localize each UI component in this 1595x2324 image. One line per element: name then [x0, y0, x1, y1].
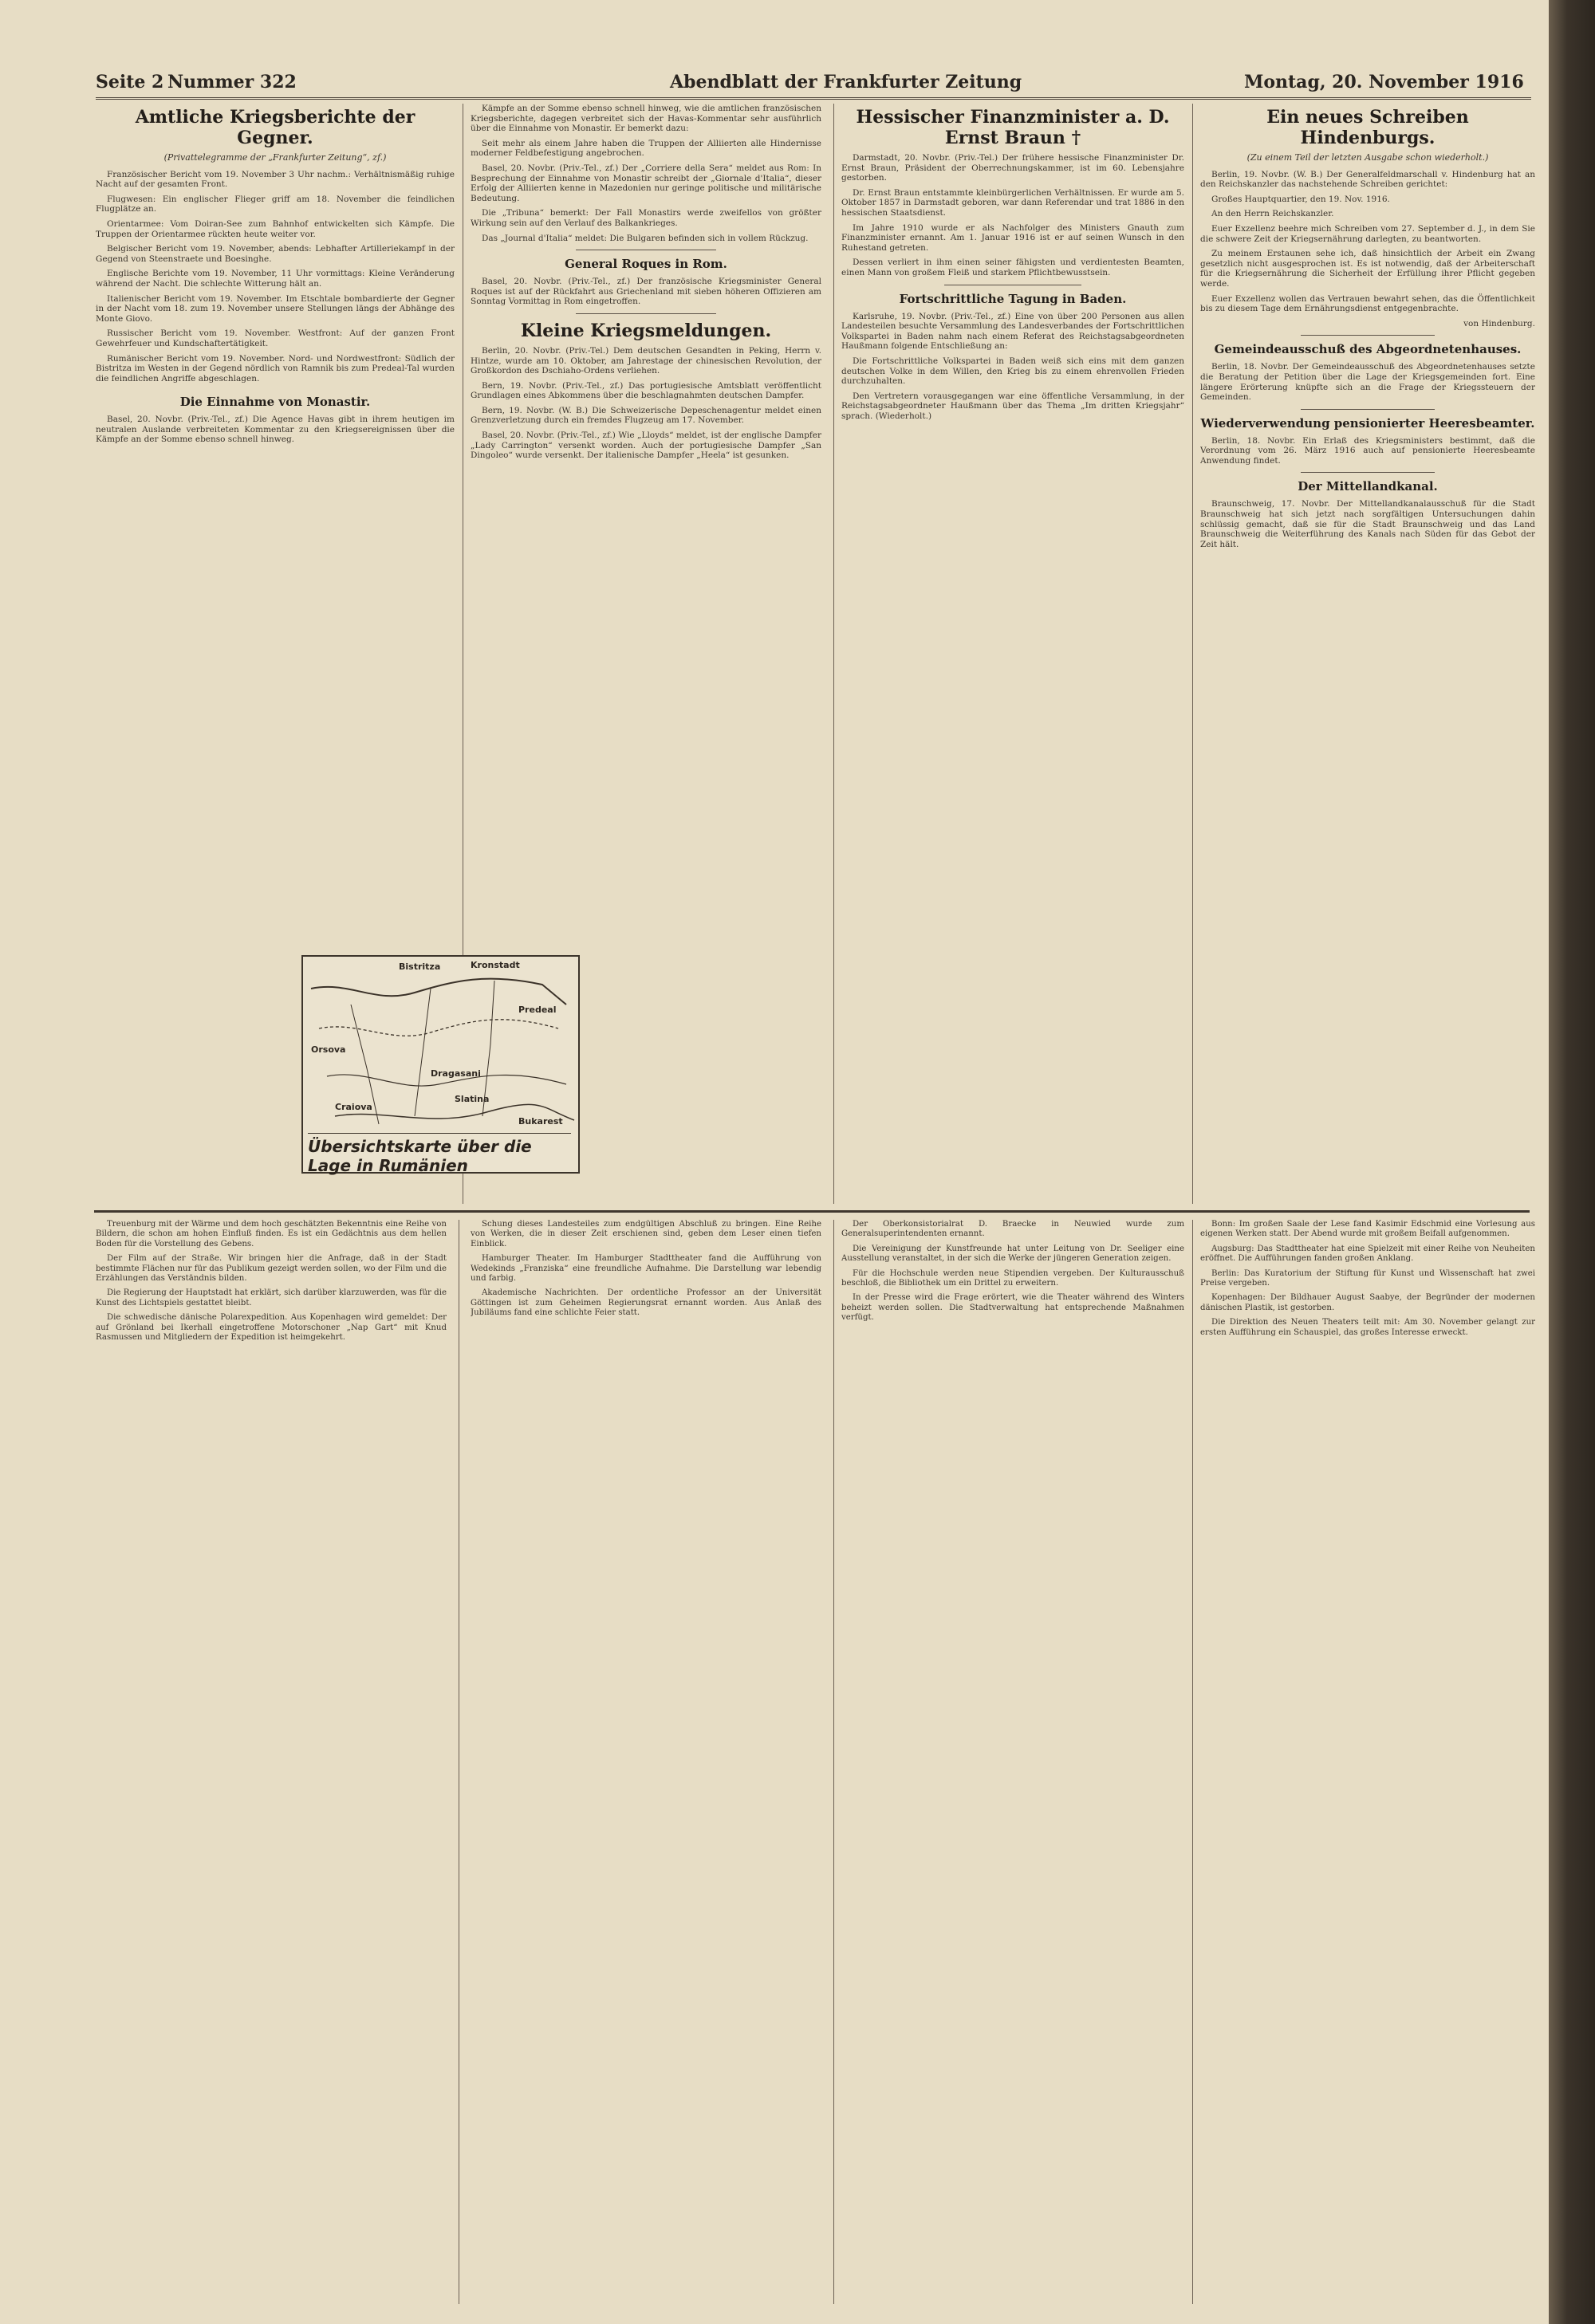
feuilleton-paragraph: Kopenhagen: Der Bildhauer August Saabye, der Begründer der modernen dänischen Plastik, ist gestorben. [1200, 1293, 1535, 1312]
feuilleton-column-3 [841, 1220, 1184, 2304]
headline-gemeindeausschuss: Gemeindeausschuß des Abgeordnetenhauses. [1214, 342, 1522, 357]
section-divider [1301, 472, 1435, 473]
article-paragraph: Französischer Bericht vom 19. November 3 Uhr nachm.: Verhältnismäßig ruhige Nacht auf der gesamten Front. [96, 169, 455, 190]
article-paragraph: Den Vertretern vorausgegangen war eine öffentliche Versammlung, in der Reichstagsabgeordneter Haußmann über das Thema „Im dritten Kriegsjahr“ sprach. (Wiederholt.) [841, 391, 1184, 421]
book-binding [1549, 0, 1595, 2324]
article-paragraph: Orientarmee: Vom Doiran-See zum Bahnhof entwickelten sich Kämpfe. Die Truppen der Orientarmee rückten heute weiter vor. [96, 218, 455, 239]
section-divider [1301, 335, 1435, 336]
article-paragraph: Englische Berichte vom 19. November, 11 Uhr vormittags: Kleine Veränderung während der Nacht. Die schlechte Witterung hält an. [96, 269, 455, 289]
feuilleton-paragraph: Die Vereinigung der Kunstfreunde hat unter Leitung von Dr. Seeliger eine Ausstellung veranstaltet, in der sich die Werke der jüngeren Generation zeigen. [841, 1244, 1184, 1264]
column-2 [471, 104, 821, 941]
column-rule [1192, 1220, 1193, 2304]
feuilleton-column-1 [96, 1220, 447, 2304]
feuilleton-column-4 [1200, 1220, 1535, 2304]
article-paragraph: Belgischer Bericht vom 19. November, abends: Lebhafter Artilleriekampf in der Gegend von Steenstraete und Boesinghe. [96, 244, 455, 264]
article-paragraph: Flugwesen: Ein englischer Flieger griff am 18. November die feindlichen Flugplätze an. [96, 194, 455, 214]
feuilleton-paragraph: In der Presse wird die Frage erörtert, wie die Theater während des Winters beheizt werden sollen. Die Stadtverwaltung hat entsprechende Maßnahmen verfügt. [841, 1293, 1184, 1323]
masthead [96, 69, 1531, 100]
map-place: Predeal [518, 1005, 557, 1015]
article-paragraph: Bern, 19. Novbr. (W. B.) Die Schweizerische Depeschenagentur meldet einen Grenzverletzung durch ein fremdes Flugzeug am 17. November. [471, 405, 821, 426]
section-divider [1301, 409, 1435, 410]
article-paragraph: Seit mehr als einem Jahre haben die Truppen der Alliierten alle Hindernisse moderner Feldbefestigung angebrochen. [471, 138, 821, 159]
article-paragraph: Bern, 19. Novbr. (Priv.-Tel., zf.) Das portugiesische Amtsblatt veröffentlicht Grundlagen eines Abkommens über die beschlagnahmten deutschen Dampfer. [471, 380, 821, 401]
headline-baden: Fortschrittliche Tagung in Baden. [899, 291, 1127, 306]
paper-title: Abendblatt der Frankfurter Zeitung [670, 72, 1022, 92]
article-paragraph: Basel, 20. Novbr. (Priv.-Tel., zf.) Die Agence Havas gibt in ihrem heutigen im neutralen Auslande verbreiteten Kommentar zu den Kriegsereignissen über die Kämpfe an der Somme ebenso schnell hinweg. [96, 415, 455, 445]
article-paragraph: Die „Tribuna“ bemerkt: Der Fall Monastirs werde zweifellos von größter Wirkung sein auf den Verlauf des Balkankrieges. [471, 208, 821, 228]
article-paragraph: Großes Hauptquartier, den 19. Nov. 1916. [1211, 194, 1390, 204]
feuilleton-paragraph: Die Direktion des Neuen Theaters teilt mit: Am 30. November gelangt zur ersten Aufführung ein Schauspiel, das großes Interesse erweckt. [1200, 1318, 1535, 1337]
map-place: Slatina [455, 1094, 490, 1104]
column-4 [1200, 104, 1535, 1204]
feuilleton-column-2 [471, 1220, 821, 2304]
feuilleton-paragraph: Berlin: Das Kuratorium der Stiftung für Kunst und Wissenschaft hat zwei Preise vergeben. [1200, 1268, 1535, 1288]
feuilleton-paragraph: Bonn: Im großen Saale der Lese fand Kasimir Edschmid eine Vorlesung aus eigenen Werken statt. Der Abend wurde mit großem Beifall aufgenommen. [1200, 1220, 1535, 1239]
map-place: Orsova [311, 1044, 346, 1055]
article-paragraph: Euer Exzellenz beehre mich Schreiben vom 27. September d. J., in dem Sie die schwere Zeit der Kriegsernährung darlegten, zu beantworten. [1200, 223, 1535, 244]
column-rule [833, 104, 834, 1204]
map-place: Craiova [335, 1102, 372, 1112]
romania-map [301, 955, 580, 1174]
article-paragraph: Berlin, 18. Novbr. Der Gemeindeausschuß des Abgeordnetenhauses setzte die Beratung der Petition über die Lage der Kriegsgemeinden fort. Eine längere Erörterung knüpfte sich an die Frage der Kriegssteuern der Gemeinden. [1200, 362, 1535, 403]
feuilleton-paragraph: Akademische Nachrichten. Der ordentliche Professor an der Universität Göttingen ist zum Geheimen Regierungsrat ernannt worden. Aus Anlaß des Jubiläums fand eine schlichte Feier statt. [471, 1288, 821, 1318]
article-paragraph: Die Fortschrittliche Volkspartei in Baden weiß sich eins mit dem ganzen deutschen Volke in dem Willen, den Krieg bis zu einem ehrenvollen Frieden durchzuhalten. [841, 356, 1184, 387]
article-paragraph: Basel, 20. Novbr. (Priv.-Tel., zf.) Der „Corriere della Sera“ meldet aus Rom: In Besprechung der Einnahme von Monastir schreibt der „Giornale d'Italia“, dieser Erfolg der Alliierten kenne in Mazedonien nur geringe politische und militärische Bedeutung. [471, 163, 821, 203]
article-paragraph: Berlin, 20. Novbr. (Priv.-Tel.) Dem deutschen Gesandten in Peking, Herrn v. Hintze, wurde am 10. Oktober, am Jahrestage der chinesischen Revolution, der Großkordon des Dschiaho-Ordens verliehen. [471, 345, 821, 376]
headline-monastir: Die Einnahme von Monastir. [179, 395, 371, 410]
feuilleton-paragraph: Für die Hochschule werden neue Stipendien vergeben. Der Kulturausschuß beschloß, die Bibliothek um ein Drittel zu erweitern. [841, 1268, 1184, 1288]
article-paragraph: Euer Exzellenz wollen das Vertrauen bewahrt sehen, das die Öffentlichkeit bis zu diesem Tage dem Ernährungsdienst entgegenbrachte. [1200, 293, 1535, 314]
article-paragraph: Das „Journal d'Italia“ meldet: Die Bulgaren befinden sich in vollem Rückzug. [482, 233, 809, 243]
article-paragraph: Basel, 20. Novbr. (Priv.-Tel., zf.) Wie „Lloyds“ meldet, ist der englische Dampfer „Lady Carrington“ versenkt worden. Auch der portugiesische Dampfer „San Dingoleo“ wurde versenkt. Der italienische Dampfer „Heela“ ist gesunken. [471, 431, 821, 461]
feuilleton-paragraph: Die Regierung der Hauptstadt hat erklärt, sich darüber klarzuwerden, was für die Kunst des Lichtspiels gestattet bleibt. [96, 1288, 447, 1307]
article-paragraph: Kämpfe an der Somme ebenso schnell hinweg, wie die amtlichen französischen Kriegsberichte, dagegen verbreitet sich der Havas-Kommentar sehr ausführlich über die Einnahme von Monastir. Er bemerkt dazu: [471, 104, 821, 134]
feuilleton-paragraph: Der Film auf der Straße. Wir bringen hier die Anfrage, daß in der Stadt bestimmte Flächen nur für das Publikum gezeigt werden sollen, wo der Film und die Erzählungen das Verständnis bilden. [96, 1254, 447, 1284]
feuilleton-paragraph: Der Oberkonsistorialrat D. Braecke in Neuwied wurde zum Generalsuperintendenten ernannt. [841, 1220, 1184, 1239]
feuilleton-paragraph: Die schwedische dänische Polarexpedition. Aus Kopenhagen wird gemeldet: Der auf Grönland bei Ikerhall eingetroffene Motorschoner „Nap Gart“ mit Knud Rasmussen und Mitgliedern der Expedition ist heimgekehrt. [96, 1313, 447, 1343]
article-paragraph: Dr. Ernst Braun entstammte kleinbürgerlichen Verhältnissen. Er wurde am 5. Oktober 1857 in Darmstadt geboren, war dann Referendar und trat 1886 in den hessischen Staatsdienst. [841, 187, 1184, 218]
section-divider [576, 313, 716, 314]
article-paragraph: Darmstadt, 20. Novbr. (Priv.-Tel.) Der frühere hessische Finanzminister Dr. Ernst Braun, Präsident der Oberrechnungskammer, ist im 60. Lebensjahre gestorben. [841, 153, 1184, 183]
headline-kriegsberichte: Amtliche Kriegsberichte der Gegner. [135, 107, 415, 148]
article-paragraph: Braunschweig, 17. Novbr. Der Mittellandkanalausschuß für die Stadt Braunschweig hat sich jetzt nach sorgfältigen Untersuchungen dahin schlüssig gemacht, daß sie für die Stadt Braunschweig und das Land Braunschweig die Weiterführung des Kanals nach Süden für das Gebot der Zeit hält. [1200, 499, 1535, 549]
headline-heeresbeamter: Wiederverwendung pensionierter Heeresbeamter. [1200, 415, 1535, 431]
column-rule [1192, 104, 1193, 1204]
headline-hindenburg: Ein neues Schreiben Hindenburgs. [1266, 107, 1469, 148]
article-paragraph: Im Jahre 1910 wurde er als Nachfolger des Ministers Gnauth zum Finanzminister ernannt. Am 1. Januar 1916 ist er auf seinen Wunsch in den Ruhestand getreten. [841, 222, 1184, 253]
issue-number: Nummer 322 [167, 72, 297, 92]
feuilleton-rule [94, 1210, 1530, 1213]
article-paragraph: Berlin, 18. Novbr. Ein Erlaß des Kriegsministers bestimmt, daß die Verordnung vom 26. März 1916 auch auf pensionierte Heeresbeamte Anwendung findet. [1200, 435, 1535, 466]
article-paragraph: Basel, 20. Novbr. (Priv.-Tel., zf.) Der französische Kriegsminister General Roques ist auf der Rückfahrt aus Griechenland mit sieben höheren Offizieren am Sonntag Vormittag in Rom eingetroffen. [471, 277, 821, 307]
article-paragraph: Zu meinem Erstaunen sehe ich, daß hinsichtlich der Arbeit ein Zwang gesetzlich nicht ausgesprochen ist. Es ist notwendig, daß der Arbeiterschaft für die Kriegsernährung die Sicherheit der Erfüllung ihrer Pflicht gegeben werde. [1200, 249, 1535, 289]
feuilleton-paragraph: Augsburg: Das Stadttheater hat eine Spielzeit mit einer Reihe von Neuheiten eröffnet. Die Aufführungen fanden großen Anklang. [1200, 1244, 1535, 1264]
article-paragraph: Dessen verliert in ihm einen seiner fähigsten und verdientesten Beamten, einen Mann von großem Fleiß und starkem Pflichtbewusstsein. [841, 258, 1184, 277]
subheadline: (Privattelegramme der „Frankfurter Zeitung“, zf.) [163, 152, 387, 163]
page-number: Seite 2 [96, 72, 164, 92]
signature: von Hindenburg. [1463, 318, 1535, 328]
article-paragraph: Italienischer Bericht vom 19. November. Im Etschtale bombardierte der Gegner in der Nacht vom 18. zum 19. November unsere Stellungen längs der Abhänge des Monte Giovo. [96, 293, 455, 324]
feuilleton-paragraph: Treuenburg mit der Wärme und dem hoch geschätzten Bekenntnis eine Reihe von Bildern, die schon am hohen Einfluß finden. Es ist ein Gedächtnis aus dem hellen Boden für die Vorstellung des Gebens. [96, 1220, 447, 1249]
article-paragraph: Karlsruhe, 19. Novbr. (Priv.-Tel., zf.) Eine von über 200 Personen aus allen Landesteilen besuchte Versammlung des Landesverbandes der Fortschrittlichen Volkspartei in Baden nahm nach einem Referat des Reichstagsabgeordneten Haußmann folgende Entschließung an: [841, 311, 1184, 352]
map-place: Dragasani [431, 1068, 481, 1079]
column-3 [841, 104, 1184, 1204]
article-paragraph: Berlin, 19. Novbr. (W. B.) Der Generalfeldmarschall v. Hindenburg hat an den Reichskanzler das nachstehende Schreiben gerichtet: [1200, 169, 1535, 190]
article-paragraph: Russischer Bericht vom 19. November. Westfront: Auf der ganzen Front Gewehrfeuer und Kundschaftertätigkeit. [96, 328, 455, 348]
map-caption: Übersichtskarte über die Lage in Rumänien [308, 1133, 571, 1169]
headline-mittellandkanal: Der Mittellandkanal. [1298, 479, 1438, 494]
issue-date: Montag, 20. November 1916 [1244, 72, 1524, 92]
headline-roques: General Roques in Rom. [565, 257, 727, 272]
map-place: Bukarest [518, 1116, 563, 1127]
article-paragraph: Rumänischer Bericht vom 19. November. Nord- und Nordwestfront: Südlich der Bistritza im Westen in der Gegend nördlich von Ramnik bis zum Predeal-Tal wurden die feindlichen Angriffe abgeschlagen. [96, 353, 455, 383]
column-rule [833, 1220, 834, 2304]
headline-braun: Hessischer Finanzminister a. D. Ernst Braun † [856, 107, 1170, 148]
article-paragraph: An den Herrn Reichskanzler. [1211, 209, 1334, 219]
feuilleton-paragraph: Hamburger Theater. Im Hamburger Stadttheater fand die Aufführung von Wedekinds „Franziska“ eine freundliche Aufnahme. Die Darstellung war lebendig und farbig. [471, 1254, 821, 1284]
map-place: Kronstadt [471, 960, 520, 970]
feuilleton-paragraph: Schung dieses Landesteiles zum endgültigen Abschluß zu bringen. Eine Reihe von Werken, die in dieser Zeit erschienen sind, geben dem Leser einen tiefen Einblick. [471, 1220, 821, 1249]
subheadline: (Zu einem Teil der letzten Ausgabe schon wiederholt.) [1246, 152, 1489, 163]
headline-kleine-kriegsmeldungen: Kleine Kriegsmeldungen. [520, 320, 772, 341]
map-place: Bistritza [399, 961, 441, 972]
